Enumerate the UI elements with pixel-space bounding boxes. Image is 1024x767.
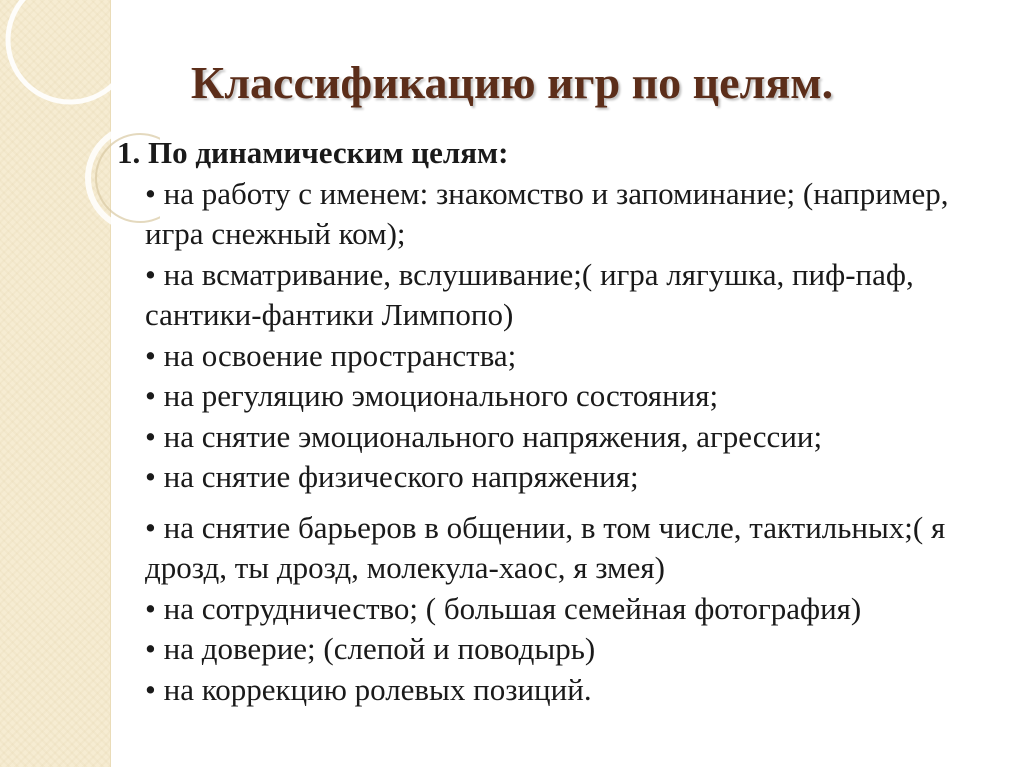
list-item: • на всматривание, вслушивание;( игра лягушка, пиф-паф, сантики-фантики Лимпопо) (145, 256, 914, 332)
list-item: • на снятие эмоционального напряжения, агрессии; (145, 418, 823, 454)
list-item: • на освоение пространства; (145, 337, 517, 373)
list-item: • на сотрудничество; ( большая семейная фотография) (145, 590, 862, 626)
list-item: • на регуляцию эмоционального состояния; (145, 378, 719, 413)
bullet-list (117, 174, 977, 711)
list-item: • на работу с именем: знакомство и запоминание; (например, игра снежный ком); (145, 175, 949, 251)
slide-content (117, 133, 977, 710)
section-heading: 1. По динамическим целям: (117, 135, 509, 170)
list-item: • на коррекцию ролевых позиций. (145, 671, 592, 707)
slide-title: Классификацию игр по целям. (190, 57, 834, 108)
list-item: • на снятие барьеров в общении, в том числе, тактильных;( я дрозд, ты дрозд, молекула-хаос, я змея) (145, 509, 946, 585)
list-item: • на снятие физического напряжения; (145, 459, 639, 494)
list-item: • на доверие; (слепой и поводырь) (145, 631, 596, 666)
